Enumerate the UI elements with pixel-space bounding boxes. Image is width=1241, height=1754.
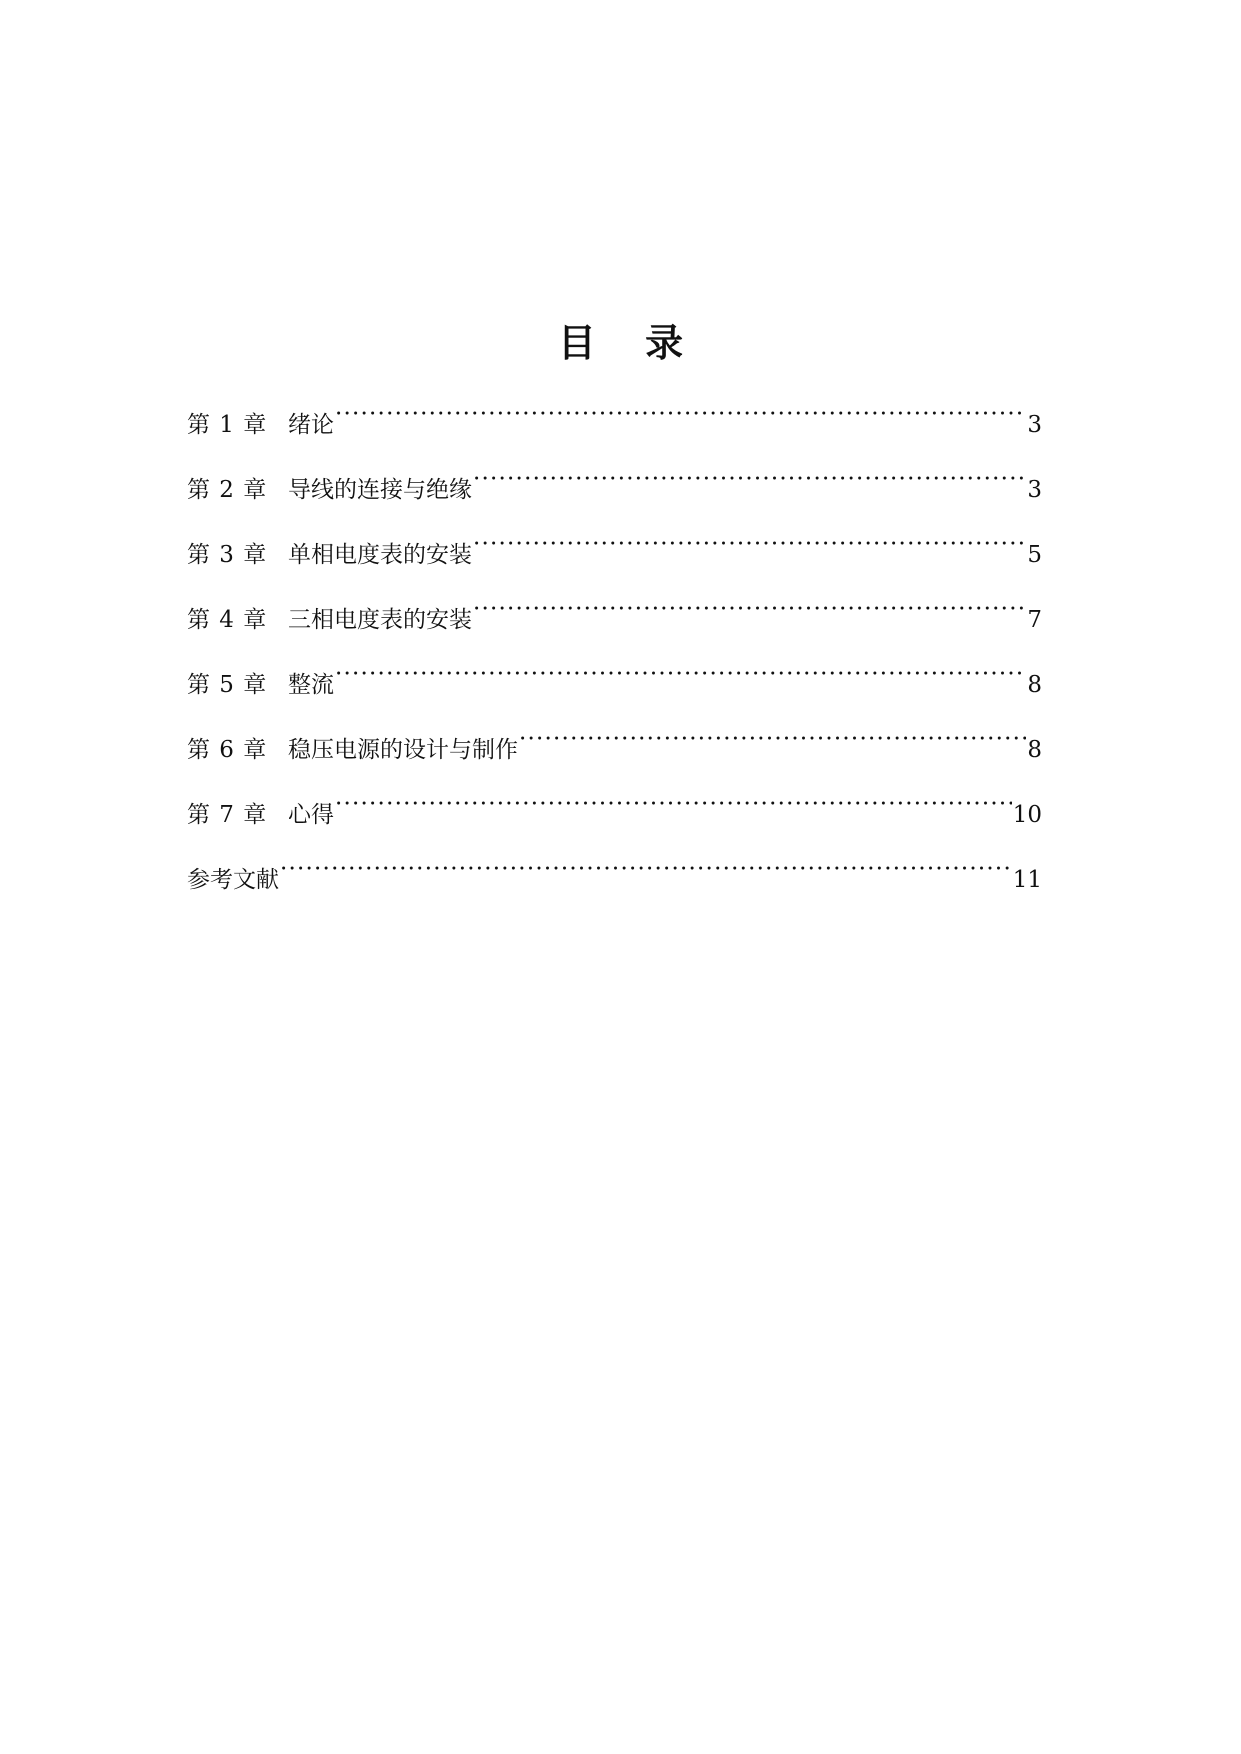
toc-entry-title: 心得 xyxy=(288,802,334,828)
toc-entry-title: 单相电度表的安装 xyxy=(288,542,472,568)
toc-entry-title: 三相电度表的安装 xyxy=(288,607,472,633)
toc-dot-leader xyxy=(473,526,1026,562)
toc-chapter-number: 第 4 章 xyxy=(187,607,267,633)
toc-entry[interactable] xyxy=(187,721,1042,786)
toc-entry-title: 绪论 xyxy=(288,412,334,438)
toc-entry-title: 参考文献 xyxy=(187,867,279,893)
toc-page-number: 8 xyxy=(1027,737,1042,763)
toc-entry-title: 稳压电源的设计与制作 xyxy=(288,737,518,763)
toc-entry-title: 导线的连接与绝缘 xyxy=(288,477,472,503)
toc-dot-leader xyxy=(335,396,1026,432)
toc-chapter-number: 第 1 章 xyxy=(187,412,267,438)
toc-page-number: 7 xyxy=(1027,607,1042,633)
toc-entry[interactable] xyxy=(187,526,1042,591)
toc-entry-title: 整流 xyxy=(288,672,334,698)
toc-page-number: 3 xyxy=(1027,477,1042,503)
toc-page-number: 5 xyxy=(1027,542,1042,568)
toc-entry[interactable] xyxy=(187,656,1042,721)
toc-chapter-number: 第 3 章 xyxy=(187,542,267,568)
toc-page-number: 3 xyxy=(1027,412,1042,438)
toc-entry[interactable] xyxy=(187,396,1042,461)
toc-entry[interactable] xyxy=(187,851,1042,916)
toc-chapter-number: 第 5 章 xyxy=(187,672,267,698)
toc-dot-leader xyxy=(335,656,1026,692)
toc-entry[interactable] xyxy=(187,591,1042,656)
toc-chapter-number: 第 2 章 xyxy=(187,477,267,503)
toc-chapter-number: 第 6 章 xyxy=(187,737,267,763)
toc-chapter-number: 第 7 章 xyxy=(187,802,267,828)
toc-title: 目 录 xyxy=(557,321,702,365)
toc-page-number: 10 xyxy=(1012,802,1042,828)
toc-dot-leader xyxy=(473,591,1026,627)
toc-page-number: 11 xyxy=(1012,867,1042,893)
toc-dot-leader xyxy=(280,851,1012,887)
toc-entry[interactable] xyxy=(187,786,1042,851)
toc-dot-leader xyxy=(335,786,1012,822)
toc-entry[interactable] xyxy=(187,461,1042,526)
toc-dot-leader xyxy=(519,721,1026,757)
toc-dot-leader xyxy=(473,461,1026,497)
toc-list xyxy=(187,396,1042,916)
toc-page-number: 8 xyxy=(1027,672,1042,698)
